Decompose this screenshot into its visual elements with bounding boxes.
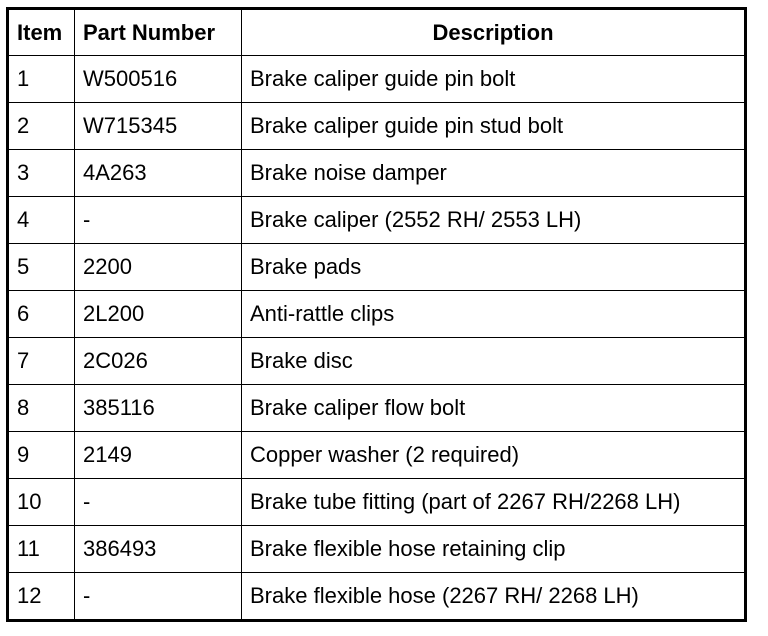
- table-row: [8, 385, 746, 432]
- cell-description: Brake disc: [242, 338, 746, 385]
- cell-item: 1: [8, 56, 75, 103]
- table-row: [8, 479, 746, 526]
- table-row: [8, 291, 746, 338]
- cell-part-number: 2149: [75, 432, 242, 479]
- cell-item: 7: [8, 338, 75, 385]
- cell-item: 8: [8, 385, 75, 432]
- cell-item: 9: [8, 432, 75, 479]
- cell-item: 12: [8, 573, 75, 621]
- cell-item: 11: [8, 526, 75, 573]
- cell-part-number: -: [75, 573, 242, 621]
- cell-part-number: 4A263: [75, 150, 242, 197]
- cell-item: 3: [8, 150, 75, 197]
- cell-description: Brake flexible hose (2267 RH/ 2268 LH): [242, 573, 746, 621]
- table-row: [8, 573, 746, 621]
- cell-part-number: W500516: [75, 56, 242, 103]
- cell-description: Brake caliper (2552 RH/ 2553 LH): [242, 197, 746, 244]
- cell-description: Brake noise damper: [242, 150, 746, 197]
- cell-description: Anti-rattle clips: [242, 291, 746, 338]
- table-row: [8, 56, 746, 103]
- table-row: [8, 197, 746, 244]
- cell-description: Brake caliper flow bolt: [242, 385, 746, 432]
- cell-part-number: 2C026: [75, 338, 242, 385]
- cell-part-number: 2200: [75, 244, 242, 291]
- table-row: [8, 338, 746, 385]
- cell-description: Brake caliper guide pin bolt: [242, 56, 746, 103]
- table-row: [8, 432, 746, 479]
- table-row: [8, 150, 746, 197]
- header-row: [8, 9, 746, 56]
- table-body: [8, 56, 746, 621]
- cell-item: 10: [8, 479, 75, 526]
- header-description: Description: [242, 9, 746, 56]
- cell-item: 2: [8, 103, 75, 150]
- parts-table: [6, 7, 747, 622]
- cell-item: 4: [8, 197, 75, 244]
- cell-item: 6: [8, 291, 75, 338]
- cell-part-number: 385116: [75, 385, 242, 432]
- cell-description: Brake tube fitting (part of 2267 RH/2268 LH): [242, 479, 746, 526]
- cell-part-number: 2L200: [75, 291, 242, 338]
- cell-part-number: -: [75, 197, 242, 244]
- cell-part-number: -: [75, 479, 242, 526]
- table-row: [8, 103, 746, 150]
- cell-part-number: 386493: [75, 526, 242, 573]
- cell-description: Brake caliper guide pin stud bolt: [242, 103, 746, 150]
- header-part-number: Part Number: [75, 9, 242, 56]
- cell-part-number: W715345: [75, 103, 242, 150]
- header-item: Item: [8, 9, 75, 56]
- cell-description: Brake pads: [242, 244, 746, 291]
- cell-description: Copper washer (2 required): [242, 432, 746, 479]
- cell-description: Brake flexible hose retaining clip: [242, 526, 746, 573]
- table-row: [8, 526, 746, 573]
- table-row: [8, 244, 746, 291]
- cell-item: 5: [8, 244, 75, 291]
